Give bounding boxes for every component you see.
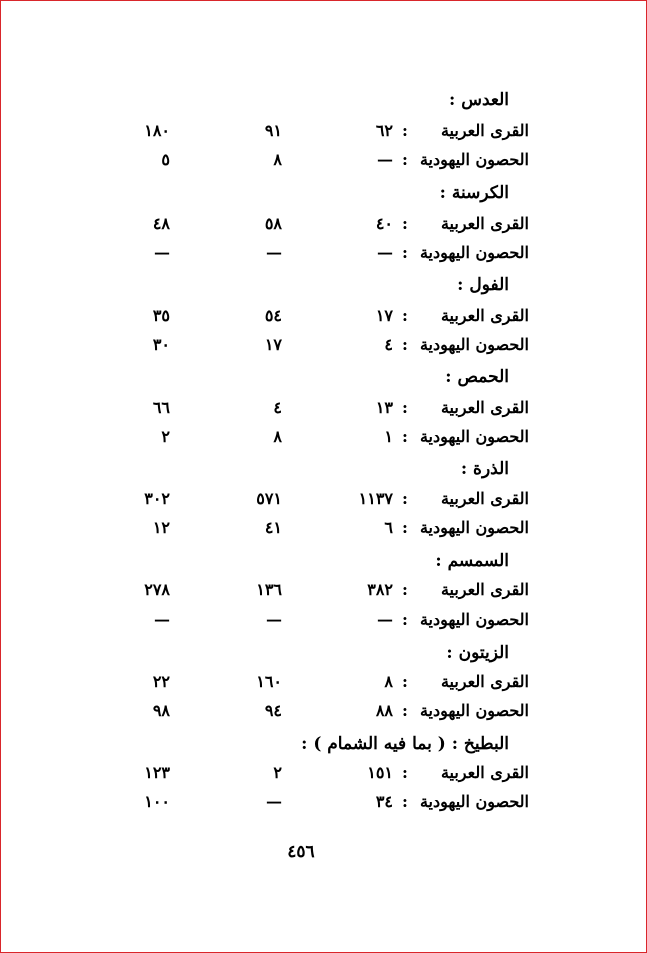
value-col-2: ٩١ [264,121,282,140]
row-label: الحصون اليهودية [419,243,529,262]
table-row [0,518,647,542]
value-col-1: ٨٨ [375,701,393,720]
value-col-3: — [154,243,170,262]
section-heading: البطيخ : ( بما فيه الشمام ) : [301,734,509,754]
table-row [0,335,647,359]
value-col-1: — [377,243,393,262]
value-col-2: — [266,610,282,629]
table-row [0,150,647,174]
value-col-3: ١٠٠ [144,792,170,811]
row-label: القرى العربية [440,580,529,599]
table-row [0,398,647,422]
value-col-1: ١ [384,427,393,446]
page-number: ٤٥٦ [287,842,315,862]
value-col-1: ٨ [384,672,393,691]
value-col-2: ٨ [273,150,282,169]
value-col-3: ٣٠٢ [144,489,170,508]
section-heading: الفول : [457,275,509,295]
value-col-1: ١٧ [375,306,393,325]
table-row [0,672,647,696]
value-col-2: ١٣٦ [256,580,282,599]
table-row [0,792,647,816]
table-row [0,489,647,513]
value-col-3: ٣٠ [152,335,170,354]
table-row [0,701,647,725]
value-col-2: ٨ [273,427,282,446]
table-row [0,610,647,634]
row-colon: : [402,489,408,508]
value-col-1: ٤٠ [375,214,393,233]
row-label: القرى العربية [440,489,529,508]
row-label: القرى العربية [440,672,529,691]
table-row [0,214,647,238]
row-label: الحصون اليهودية [419,335,529,354]
section-heading: السمسم : [435,551,509,571]
value-col-2: — [266,792,282,811]
row-label: الحصون اليهودية [419,701,529,720]
value-col-2: ٤١ [264,518,282,537]
table-row [0,427,647,451]
value-col-2: ١٦٠ [256,672,282,691]
row-colon: : [402,335,408,354]
value-col-2: ٥٧١ [256,489,282,508]
row-colon: : [402,306,408,325]
row-label: الحصون اليهودية [419,610,529,629]
value-col-3: ١٨٠ [144,121,170,140]
row-label: الحصون اليهودية [419,150,529,169]
value-col-2: ٥٨ [264,214,282,233]
value-col-2: ٤ [273,398,282,417]
row-colon: : [402,610,408,629]
row-colon: : [402,121,408,140]
value-col-1: ٤ [384,335,393,354]
row-label: القرى العربية [440,121,529,140]
value-col-3: — [154,610,170,629]
value-col-3: ٢٧٨ [144,580,170,599]
table-row [0,121,647,145]
row-colon: : [402,672,408,691]
row-label: القرى العربية [440,214,529,233]
value-col-3: ٢٢ [152,672,170,691]
value-col-3: ٦٦ [152,398,170,417]
value-col-2: ١٧ [264,335,282,354]
value-col-1: — [377,610,393,629]
table-row [0,243,647,267]
value-col-1: ١٣ [375,398,393,417]
row-label: الحصون اليهودية [419,792,529,811]
value-col-3: ٥ [161,150,170,169]
value-col-1: ٣٨٢ [367,580,393,599]
value-col-2: — [266,243,282,262]
table-row [0,763,647,787]
row-label: القرى العربية [440,763,529,782]
value-col-3: ١٢٣ [144,763,170,782]
section-heading: الزيتون : [446,643,509,663]
value-col-1: ٦٢ [375,121,393,140]
value-col-3: ١٢ [152,518,170,537]
section-heading: الحمص : [445,367,509,387]
value-col-1: ٣٤ [375,792,393,811]
value-col-1: — [377,150,393,169]
row-colon: : [402,763,408,782]
row-label: الحصون اليهودية [419,427,529,446]
row-label: القرى العربية [440,398,529,417]
row-colon: : [402,427,408,446]
section-heading: الذرة : [460,459,509,479]
row-colon: : [402,792,408,811]
row-colon: : [402,518,408,537]
row-colon: : [402,214,408,233]
value-col-3: ٩٨ [152,701,170,720]
value-col-3: ٤٨ [152,214,170,233]
row-colon: : [402,398,408,417]
value-col-2: ٢ [273,763,282,782]
row-colon: : [402,243,408,262]
section-heading: الكرسنة : [439,183,509,203]
value-col-3: ٢ [161,427,170,446]
value-col-3: ٣٥ [152,306,170,325]
value-col-2: ٥٤ [264,306,282,325]
row-colon: : [402,580,408,599]
value-col-2: ٩٤ [264,701,282,720]
value-col-1: ١١٣٧ [358,489,393,508]
table-row [0,580,647,604]
row-colon: : [402,150,408,169]
row-label: الحصون اليهودية [419,518,529,537]
value-col-1: ٦ [384,518,393,537]
table-row [0,306,647,330]
value-col-1: ١٥١ [367,763,393,782]
row-label: القرى العربية [440,306,529,325]
section-heading: العدس : [449,90,509,110]
row-colon: : [402,701,408,720]
